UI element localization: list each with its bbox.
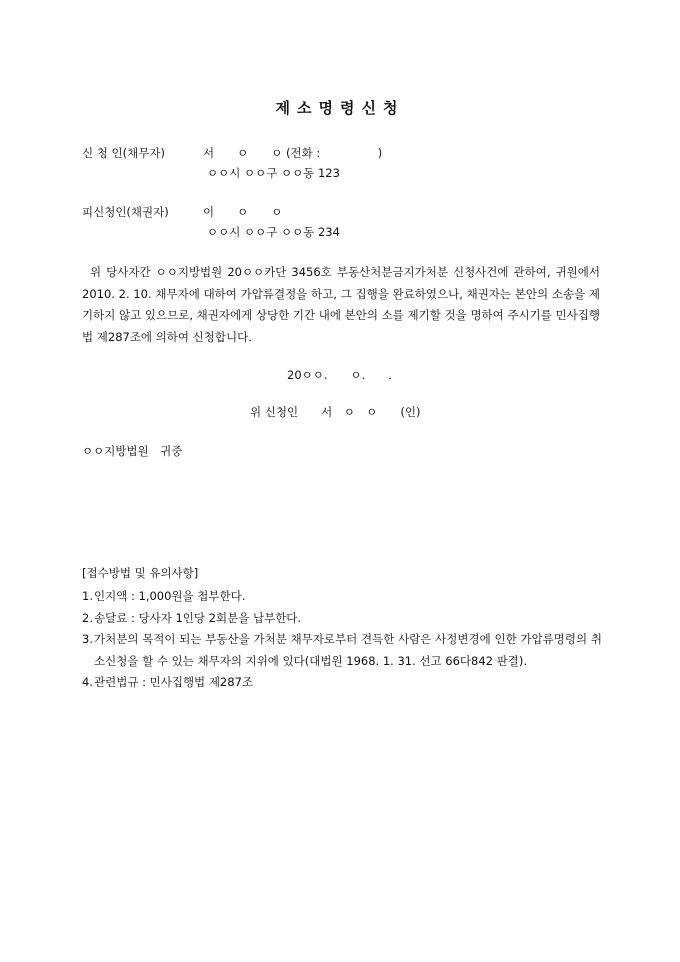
application-body	[82, 262, 600, 348]
list-item	[82, 608, 602, 630]
application-date: 20ㅇㅇ. ㅇ. .	[287, 368, 392, 382]
court-addressee: ㅇㅇ지방법원 귀중	[82, 444, 183, 458]
list-item	[82, 586, 602, 608]
document-title: 제소명령신청	[275, 99, 405, 117]
note-number: 4.	[82, 675, 93, 689]
note-text: 인지액 : 1,000원을 첩부한다.	[94, 589, 246, 603]
respondent-address: ㅇㅇ시 ㅇㅇ구 ㅇㅇ동 234	[207, 225, 340, 239]
note-text: 관련법규 : 민사집행법 제287조	[94, 675, 253, 689]
list-item	[82, 629, 602, 672]
signer-line: 위 신청인 서 ㅇ ㅇ (인)	[250, 405, 421, 419]
notes-list	[82, 586, 602, 694]
application-body-text: 위 당사자간 ㅇㅇ지방법원 20ㅇㅇ카단 3456호 부동산처분금지가처분 신청사건에 관하여, 귀원에서 2010. 2. 10. 채무자에 대하여 가압류결정을 하고, 그 집행을 완료하였으나, 채권자는 본안의 소송을 제기하지 않고 있으므로, 채권자에게 상당한 기간 내에 본안의 소를 제기할 것을 명하여 주시기를 민사집행법 제287조에 의하여 신청합니다.	[82, 265, 600, 344]
note-text: 가처분의 목적이 되는 부동산을 가처분 채무자로부터 견득한 사람은 사정변경에 인한 가압류명령의 취소신청을 할 수 있는 채무자의 지위에 있다(대법원 1968. 1. 31. 선고 66다842 판결).	[94, 632, 602, 668]
note-text: 송달료 : 당사자 1인당 2회분을 납부한다.	[94, 610, 302, 625]
applicant-label: 신 청 인(채무자)	[82, 146, 165, 160]
respondent-name: 이 ㅇ ㅇ	[203, 205, 283, 219]
note-number: 2.	[82, 610, 93, 625]
list-item	[82, 672, 602, 694]
applicant-name: 서 ㅇ ㅇ (전화 : )	[203, 146, 383, 160]
applicant-address: ㅇㅇ시 ㅇㅇ구 ㅇㅇ동 123	[207, 166, 340, 180]
note-number: 3.	[82, 632, 93, 646]
note-number: 1.	[82, 589, 93, 603]
respondent-label: 피신청인(채권자)	[82, 205, 169, 219]
notes-heading: [접수방법 및 유의사항]	[82, 566, 199, 580]
